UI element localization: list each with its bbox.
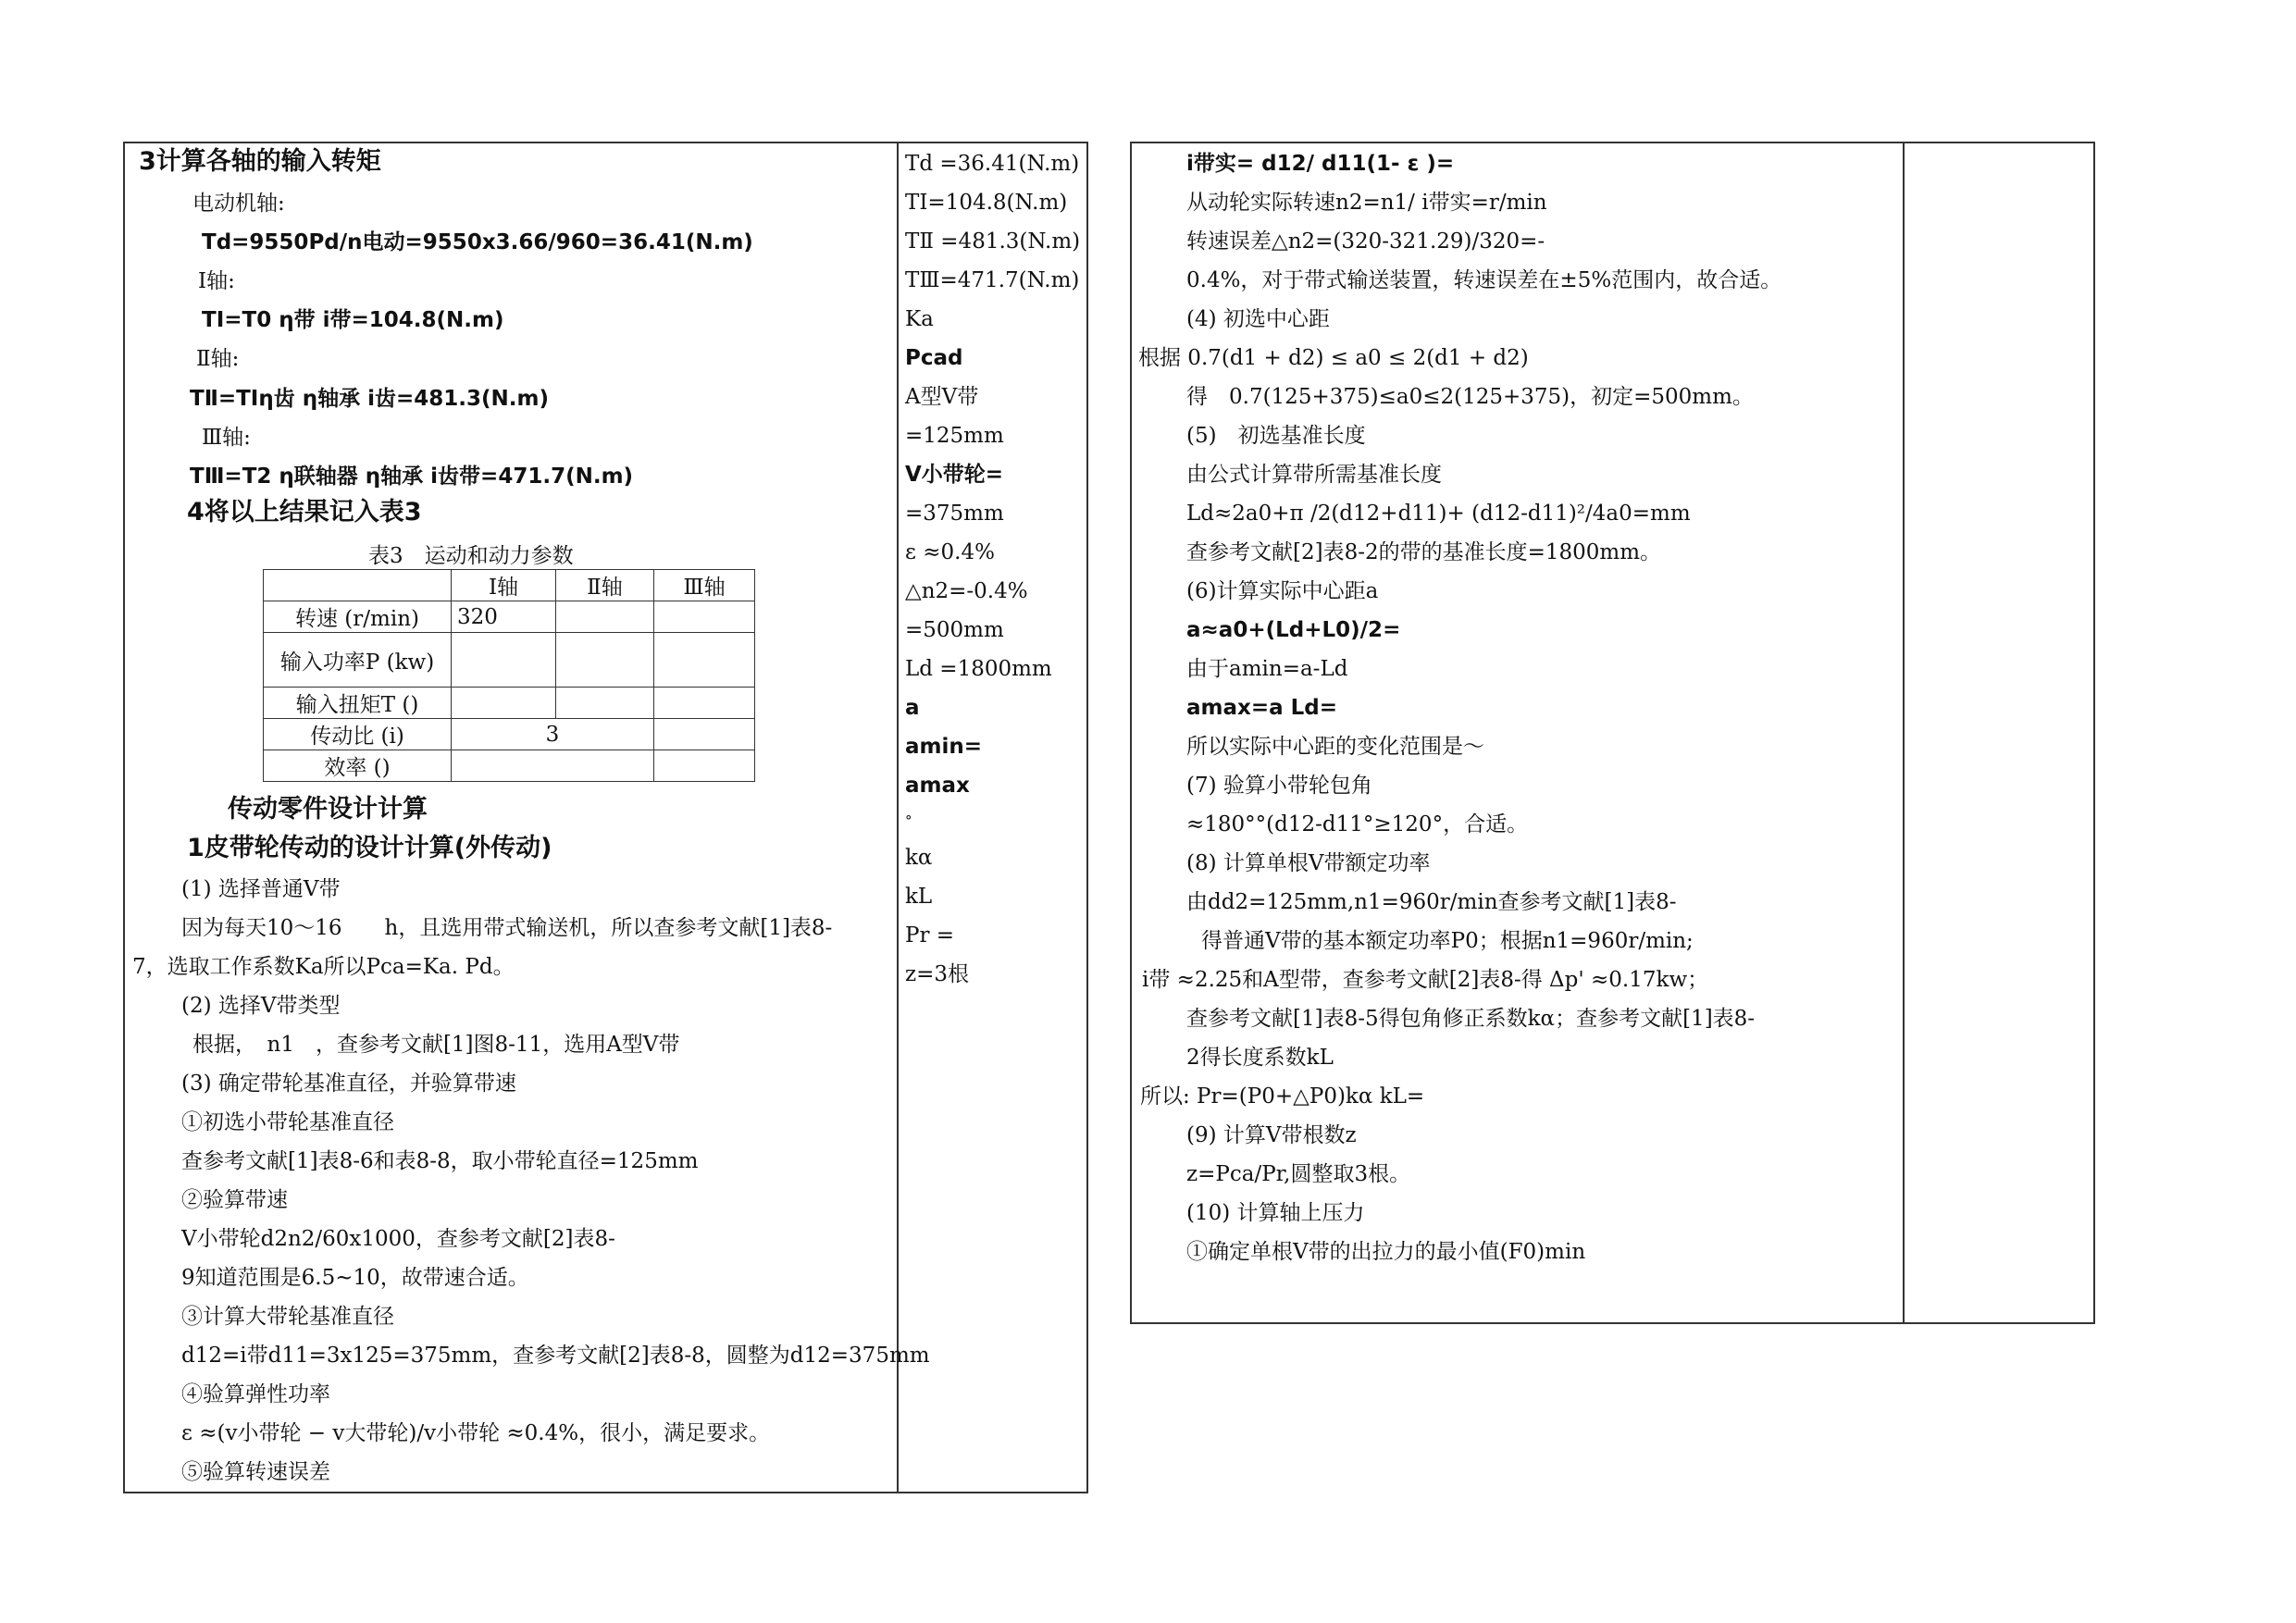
- text-line: ②验算带速: [181, 1188, 288, 1212]
- table-cell: 320: [452, 601, 556, 633]
- text-line: ⑤验算转速误差: [181, 1460, 330, 1484]
- text-line: z=Pca/Pr,圆整取3根。: [1186, 1162, 1411, 1186]
- text-line: 所以: Pr=(P0+△P0)kα kL=: [1140, 1084, 1425, 1109]
- table-cell: 输入功率P (kw): [264, 633, 452, 688]
- text-line: 查参考文献[1]表8-6和表8-8，取小带轮直径=125mm: [181, 1149, 699, 1173]
- heading-transmission-design: 传动零件设计计算: [228, 795, 428, 824]
- text-line: 由于amin=a-Ld: [1186, 657, 1348, 681]
- text-line: ε ≈(v小带轮 − v大带轮)/v小带轮 ≈0.4%，很小，满足要求。: [181, 1421, 771, 1445]
- result-item: ε ≈0.4%: [905, 540, 995, 564]
- text-line: i带 ≈2.25和A型带，查参考文献[2]表8-得 Δp' ≈0.17kw；: [1142, 968, 1709, 992]
- table-cell: [654, 633, 755, 688]
- text-line: (1) 选择普通V带: [181, 877, 341, 901]
- text-line: d12=i带d11=3x125=375mm，查参考文献[2]表8-8，圆整为d12=375mm: [181, 1344, 930, 1368]
- table-row: [264, 750, 755, 782]
- result-item: =500mm: [905, 618, 1004, 642]
- result-item: Td =36.41(N.m): [905, 152, 1080, 176]
- table-cell: [556, 688, 654, 719]
- table-cell: 传动比 (i): [264, 719, 452, 750]
- text-line: 得普通V带的基本额定功率P0；根据n1=960r/min;: [1201, 929, 1694, 953]
- line-motor-shaft: 电动机轴:: [192, 192, 285, 216]
- result-item: TⅡ =481.3(N.m): [905, 229, 1081, 254]
- result-item: a: [905, 696, 920, 720]
- text-line: (5) 初选基准长度: [1186, 424, 1366, 448]
- text-line: 9知道范围是6.5~10，故带速合适。: [181, 1266, 529, 1290]
- text-line: 所以实际中心距的变化范围是～: [1186, 735, 1484, 759]
- text-line: (10) 计算轴上压力: [1186, 1201, 1365, 1225]
- heading-record-table: 4将以上结果记入表3: [187, 498, 422, 527]
- text-line: Ld≈2a0+π /2(d12+d11)+ (d12-d11)²/4a0=mm: [1186, 502, 1691, 526]
- text-line: ④验算弹性功率: [181, 1382, 330, 1406]
- text-line: (2) 选择V带类型: [181, 994, 341, 1018]
- result-item: =375mm: [905, 502, 1004, 526]
- left-column-divider: [897, 142, 899, 1493]
- text-line: (6)计算实际中心距a: [1186, 579, 1379, 603]
- text-line: ③计算大带轮基准直径: [181, 1305, 394, 1329]
- line-shaft-3: Ⅲ轴:: [202, 426, 251, 450]
- text-line: (8) 计算单根V带额定功率: [1186, 851, 1431, 875]
- heading-input-torque: 3计算各轴的输入转矩: [139, 147, 381, 176]
- result-item: Pr =: [905, 923, 955, 948]
- result-item: V小带轮=: [905, 463, 1004, 487]
- text-line: (7) 验算小带轮包角: [1186, 774, 1372, 798]
- text-line: ①初选小带轮基准直径: [181, 1110, 394, 1134]
- table3: [263, 569, 755, 782]
- text-line: 由公式计算带所需基准长度: [1186, 463, 1442, 487]
- text-line: 得 0.7(125+375)≤a0≤2(125+375)，初定=500mm。: [1186, 385, 1754, 409]
- table-header-cell: [264, 570, 452, 601]
- result-item: TⅢ=471.7(N.m): [905, 268, 1080, 292]
- text-line: 7，选取工作系数Ka所以Pca=Ka. Pd。: [132, 955, 515, 979]
- result-item: Pcad: [905, 346, 963, 370]
- result-item: kL: [905, 885, 933, 909]
- table-cell: 3: [452, 719, 654, 750]
- text-line: i带实= d12/ d11(1- ε )=: [1186, 152, 1455, 176]
- table-cell: 效率 (): [264, 750, 452, 782]
- result-item: A型V带: [905, 385, 979, 409]
- text-line: V小带轮d2n2/60x1000，查参考文献[2]表8-: [181, 1227, 615, 1251]
- table3-caption: 表3 运动和动力参数: [368, 544, 574, 568]
- table-cell: [556, 633, 654, 688]
- result-item: z=3根: [905, 962, 970, 986]
- text-line: 根据 0.7(d1 + d2) ≤ a0 ≤ 2(d1 + d2): [1138, 346, 1529, 370]
- formula-t1: TⅠ=T0 η带 i带=104.8(N.m): [202, 308, 504, 332]
- table-cell: [452, 633, 556, 688]
- table-row: [264, 719, 755, 750]
- result-item: °: [905, 812, 912, 829]
- text-line: (9) 计算V带根数z: [1186, 1123, 1357, 1147]
- text-line: amax=a Ld=: [1186, 696, 1338, 720]
- text-line: (3) 确定带轮基准直径，并验算带速: [181, 1072, 516, 1096]
- text-line: 转速误差△n2=(320-321.29)/320=-: [1186, 229, 1545, 254]
- text-line: 查参考文献[2]表8-2的带的基准长度=1800mm。: [1186, 540, 1662, 564]
- table-cell: [556, 601, 654, 633]
- result-item: Ld =1800mm: [905, 657, 1052, 681]
- table-row: [264, 633, 755, 688]
- result-item: amin=: [905, 735, 983, 759]
- result-item: kα: [905, 846, 933, 870]
- table-cell: [452, 750, 654, 782]
- formula-td: Td=9550Pd/n电动=9550x3.66/960=36.41(N.m): [202, 230, 753, 254]
- line-shaft-1: Ⅰ轴:: [198, 269, 235, 293]
- table-row: [264, 570, 755, 601]
- line-shaft-2: Ⅱ轴:: [196, 347, 240, 371]
- text-line: a≈a0+(Ld+L0)/2=: [1186, 618, 1401, 642]
- result-item: △n2=-0.4%: [905, 579, 1028, 603]
- table-row: [264, 688, 755, 719]
- right-column-divider: [1903, 142, 1905, 1324]
- table-row: [264, 601, 755, 633]
- text-line: 0.4%，对于带式输送装置，转速误差在±5%范围内，故合适。: [1186, 268, 1782, 292]
- formula-t3: TⅢ=T2 η联轴器 η轴承 i齿带=471.7(N.m): [190, 465, 634, 489]
- text-line: 根据， n1 ，查参考文献[1]图8-11，选用A型V带: [192, 1033, 680, 1057]
- table-cell: [654, 750, 755, 782]
- text-line: 2得长度系数kL: [1186, 1046, 1334, 1070]
- result-item: amax: [905, 774, 970, 798]
- text-line: 查参考文献[1]表8-5得包角修正系数kα；查参考文献[1]表8-: [1186, 1007, 1756, 1031]
- text-line: 由dd2=125mm,n1=960r/min查参考文献[1]表8-: [1186, 890, 1677, 914]
- text-line: 因为每天10～16 h，且选用带式输送机，所以查参考文献[1]表8-: [181, 916, 833, 940]
- table-cell: [654, 601, 755, 633]
- table-cell: 转速 (r/min): [264, 601, 452, 633]
- text-line: ≈180°°(d12-d11°≥120°，合适。: [1186, 812, 1529, 836]
- table-cell: 输入扭矩T (): [264, 688, 452, 719]
- table-cell: [654, 719, 755, 750]
- table-cell: [654, 688, 755, 719]
- text-line: (4) 初选中心距: [1186, 307, 1330, 331]
- table-header-cell: Ⅲ轴: [654, 570, 755, 601]
- table-header-cell: Ⅱ轴: [556, 570, 654, 601]
- table-cell: [452, 688, 556, 719]
- text-line: ①确定单根V带的出拉力的最小值(F0)min: [1186, 1240, 1586, 1264]
- result-item: =125mm: [905, 424, 1004, 448]
- text-line: 从动轮实际转速n2=n1/ i带实=r/min: [1186, 191, 1547, 215]
- formula-t2: TⅡ=TⅠη齿 η轴承 i齿=481.3(N.m): [190, 387, 550, 411]
- heading-belt-drive: 1皮带轮传动的设计计算(外传动): [187, 834, 552, 862]
- table-header-cell: Ⅰ轴: [452, 570, 556, 601]
- result-item: Ka: [905, 307, 934, 331]
- result-item: TⅠ=104.8(N.m): [905, 191, 1068, 215]
